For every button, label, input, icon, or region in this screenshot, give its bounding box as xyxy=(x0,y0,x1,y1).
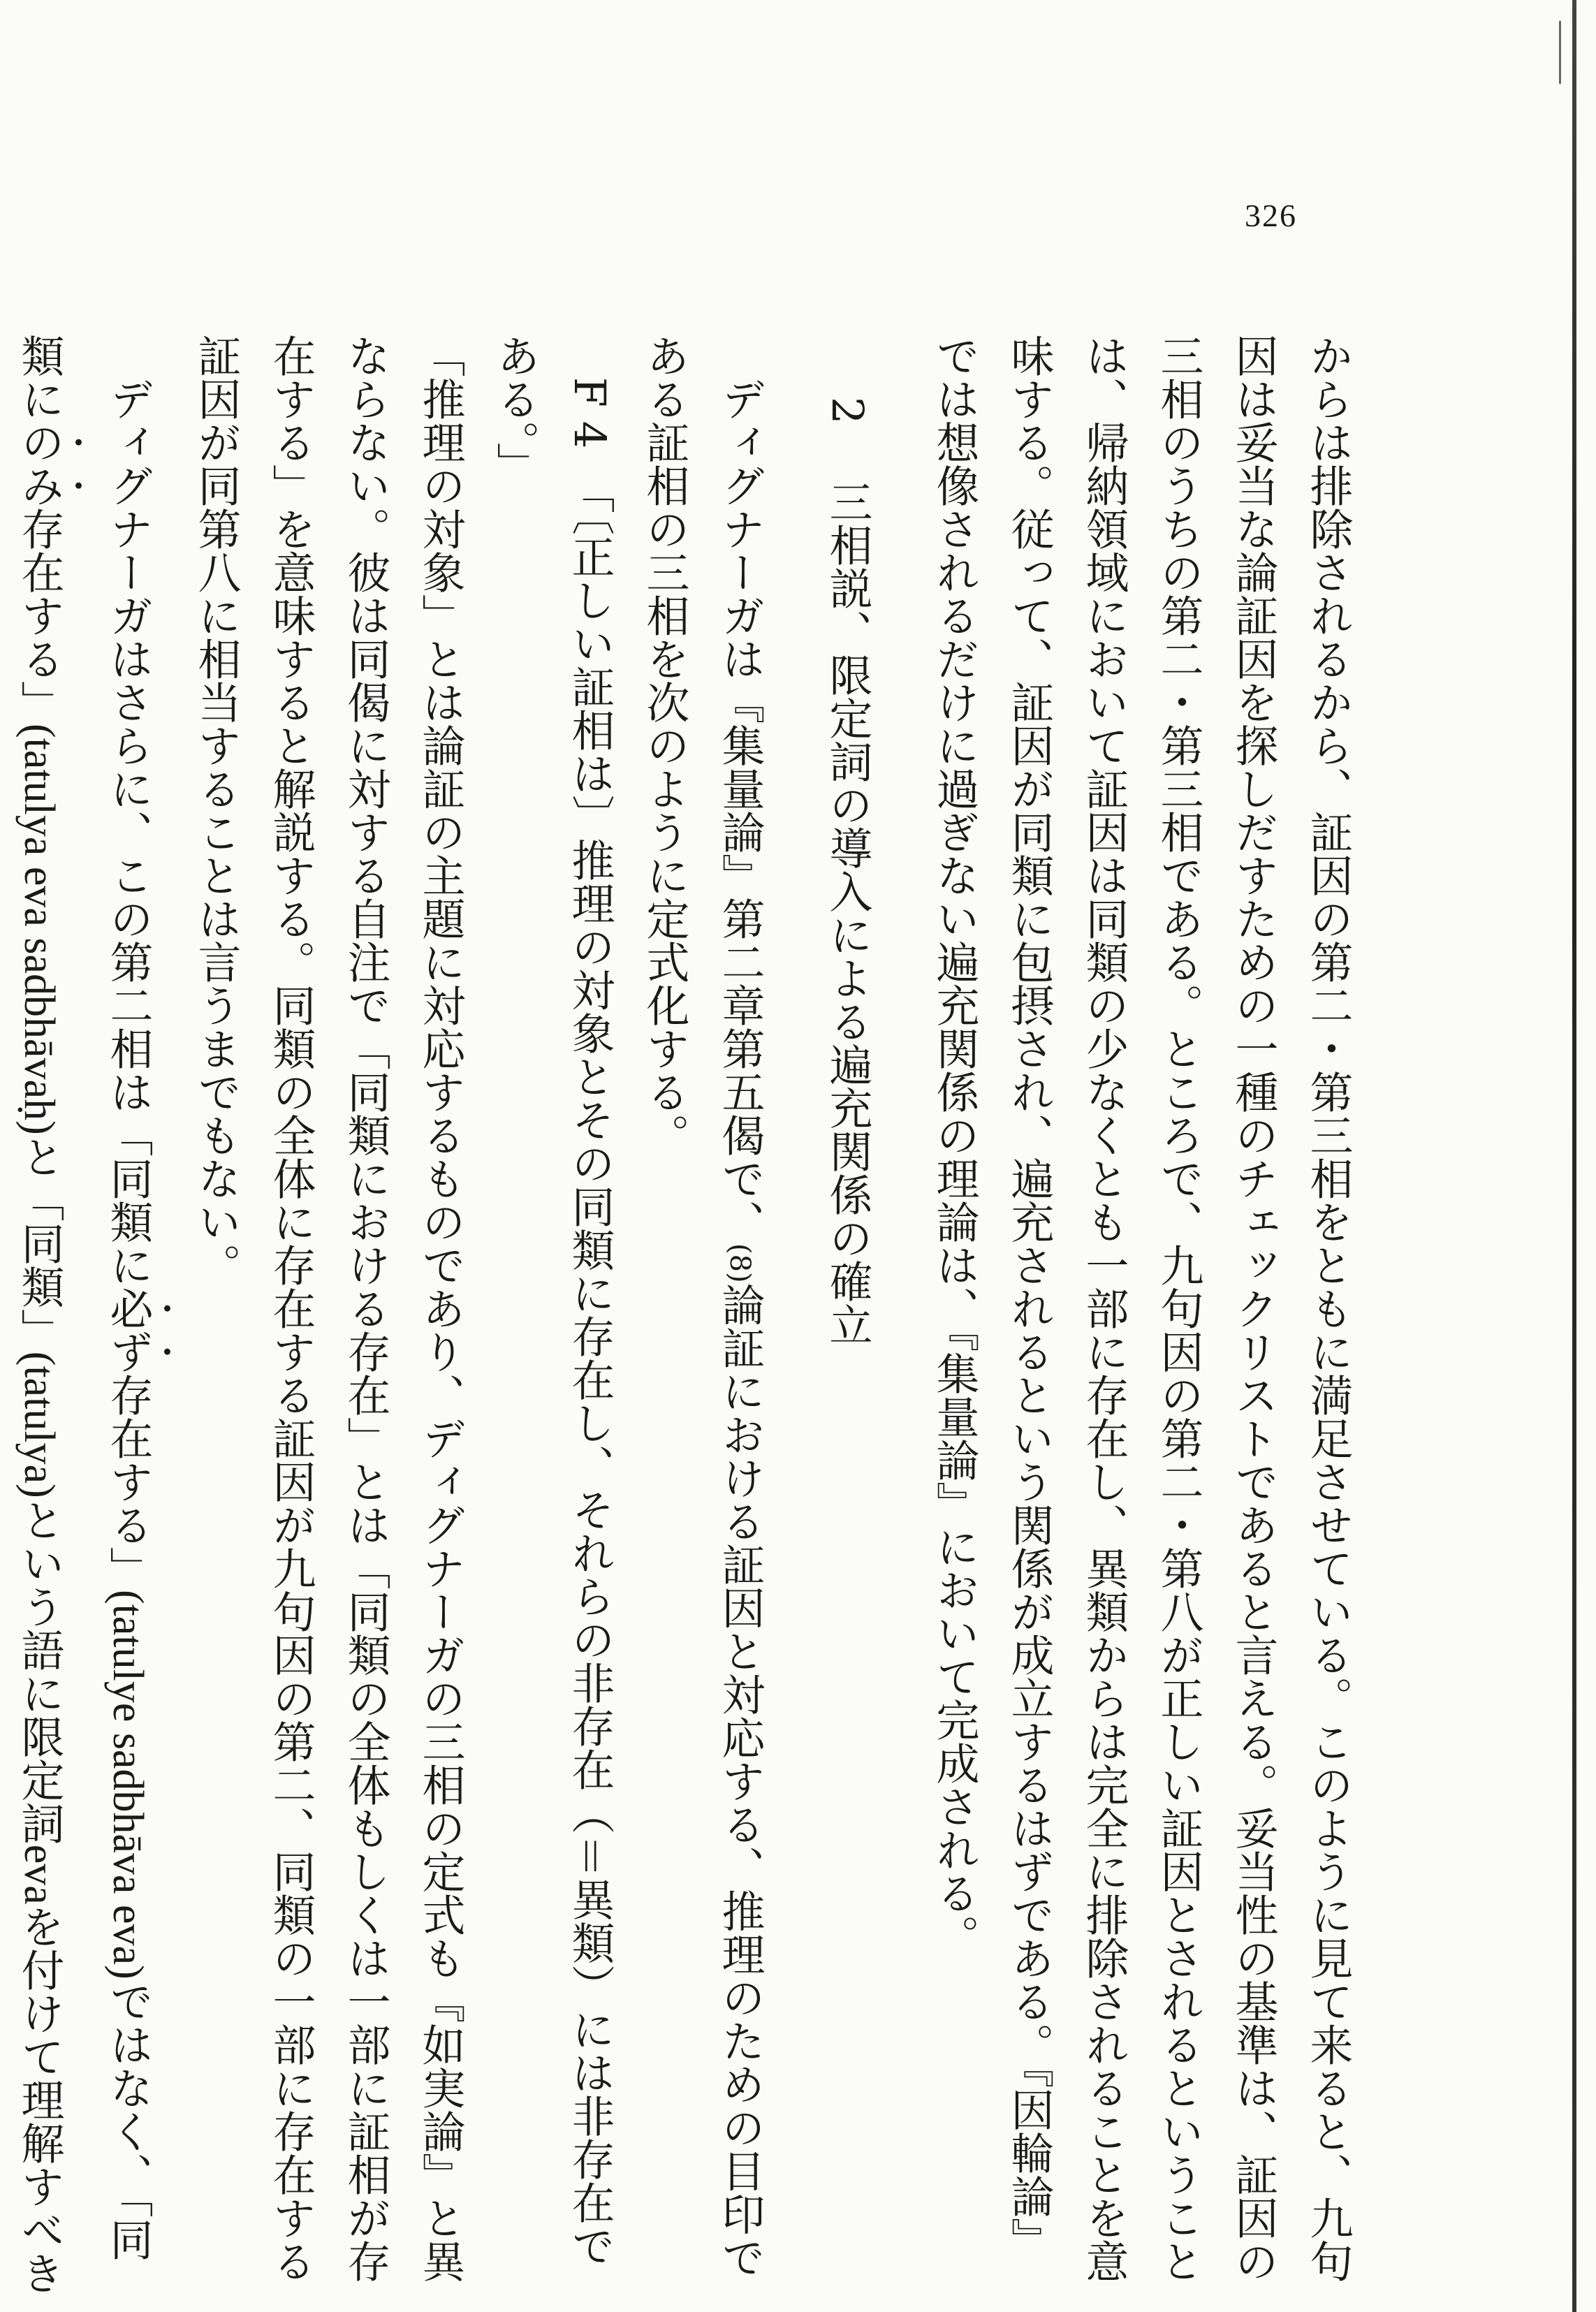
section-heading xyxy=(777,334,917,2304)
paragraph-restrictive-particle xyxy=(0,334,179,2304)
paragraph-continued: からは排除されるから、証因の第二・第三相をともに満足させている。このように見て来ると、九句因は妥当な論証因を探しだすための一種のチェックリストであると言える。妥当性の基準は、証因の三相のうちの第二・第三相である。ところで、九句因の第二・第八が正しい証因とされるということは、帰納領域において証因は同類の少なくとも一部に存在し、異類からは完全に排除されることを意味する。従って、証因が同類に包摂され、遍充されるという関係が成立するはずである。『因輪論』では想像されるだけに過ぎない遍充関係の理論は、『集量論』において完成される。 xyxy=(929,334,1354,2283)
para4-text-1: ディグナーガはさらに、この第二相は「同類に xyxy=(103,377,154,1287)
formula-label: F 4 xyxy=(564,377,615,449)
para4-text-3: ではなく、「同類に xyxy=(14,334,154,2261)
para2-text-a: ディグナーガは『集量論』第二章第五偈で、 xyxy=(715,377,766,1243)
emphasis-nomi: のみ xyxy=(14,420,65,507)
para4-text-4: 存在する」 xyxy=(14,507,65,724)
formula-text: 「〔正しい証相は〕推理の対象とその同類に存在し、それらの非存在（＝異類）には非存在である。」 xyxy=(490,334,615,2268)
formula-f4 xyxy=(478,334,627,2304)
para2-text-b: 論証における証因と対応する、推理のための目印である証相の三相を次のように定式化する。 xyxy=(639,334,766,2279)
para4-text-2: 存在する」 xyxy=(103,1373,154,1590)
footnote-ref: (8) xyxy=(724,1243,756,1283)
paragraph-inference-object: 「推理の対象」とは論証の主題に対応するものであり、ディグナーガの三相の定式も『如実論』と異ならない。彼は同偈に対する自注で「同類における存在」とは「同類の全体もしくは一部に証相が存在する」を意味すると解説する。同類の全体に存在する証因が九句因の第二、同類の一部に存在する証因が同第八に相当することは言うまでもない。 xyxy=(191,334,466,2283)
sanskrit-term-3: (tatulya) xyxy=(15,1351,63,1498)
para4-text-5: と「同類」 xyxy=(14,1134,65,1352)
sanskrit-term-1: (tatulye sadbhāva eva) xyxy=(104,1590,152,1980)
page-edge-shadow xyxy=(1572,0,1576,2312)
vertical-text-body xyxy=(0,334,1366,2304)
para4-text-6: という語に限定詞 xyxy=(14,1498,65,1845)
emphasis-kanarazu: 必ず xyxy=(103,1287,154,1373)
page-number: 326 xyxy=(1245,198,1297,233)
sanskrit-term-eva: eva xyxy=(15,1844,63,1905)
section-number: 2 xyxy=(822,397,873,425)
section-title: 三相説、限定詞の導入による遍充関係の確立 xyxy=(822,480,873,1347)
para4-text-7: を付けて理解すべき xyxy=(14,1904,65,2295)
page-edge-mark xyxy=(1559,21,1561,84)
sanskrit-term-2: (tatulya eva sadbhāvaḥ) xyxy=(15,724,63,1135)
paragraph-dignaga-intro xyxy=(627,334,777,2304)
